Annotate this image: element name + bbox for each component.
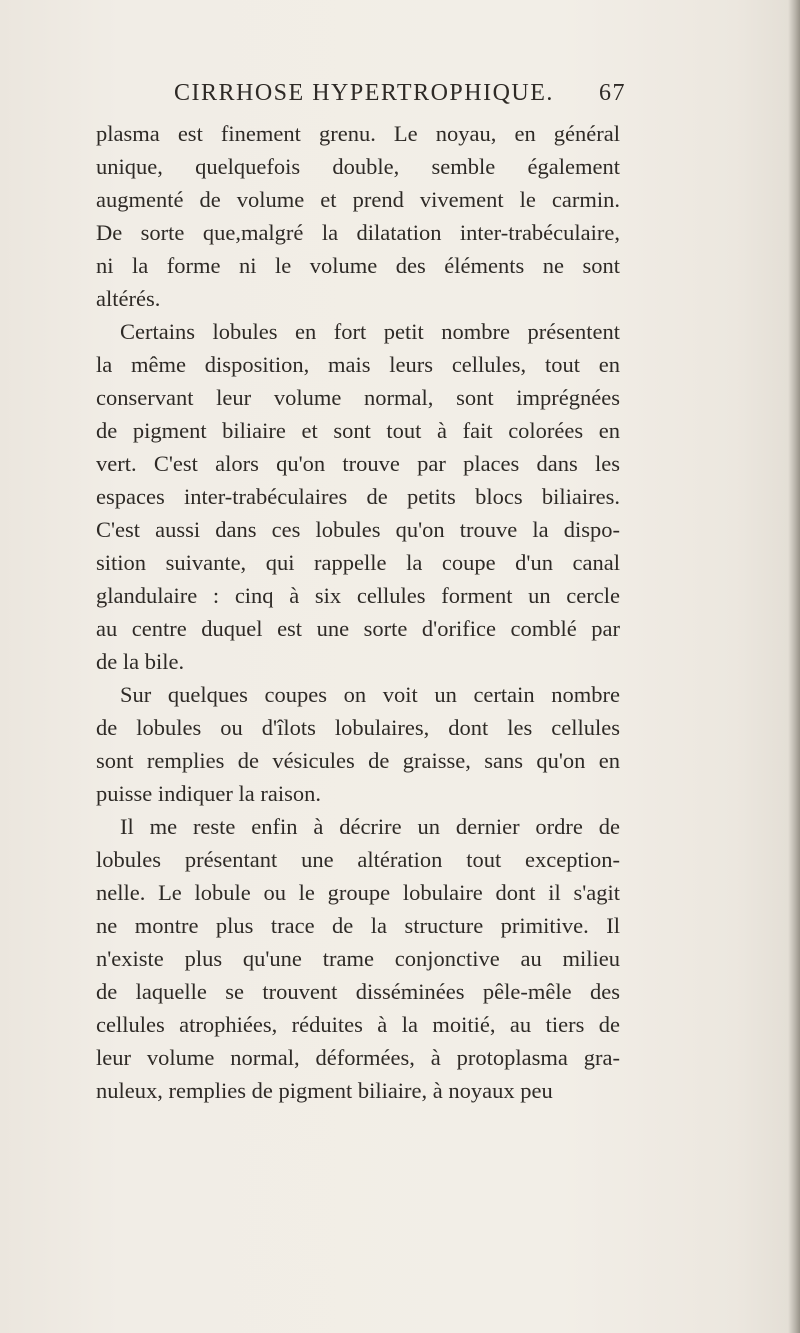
text-line: de laquelle se trouvent disséminées pêle-mêle des	[96, 979, 620, 1004]
text-line: plasma est finement grenu. Le noyau, en général	[96, 121, 620, 146]
text-line: leur volume normal, déformées, à protoplasma gra-	[96, 1045, 620, 1070]
page-number: 67	[599, 80, 626, 106]
text-line: ni la forme ni le volume des éléments ne sont	[96, 253, 620, 278]
text-line: cellules atrophiées, réduites à la moitié, au tiers de	[96, 1012, 620, 1037]
text-line: de lobules ou d'îlots lobulaires, dont les cellules	[96, 715, 620, 740]
text-line: conservant leur volume normal, sont imprégnées	[96, 385, 620, 410]
body-text	[96, 117, 620, 1107]
text-line: de la bile.	[96, 649, 185, 674]
page-header	[174, 80, 626, 116]
page-edge-shadow	[788, 0, 800, 1333]
text-line: sition suivante, qui rappelle la coupe d'un canal	[96, 550, 620, 575]
text-line: De sorte que,malgré la dilatation inter-trabéculaire,	[96, 220, 620, 245]
text-line: glandulaire : cinq à six cellules forment un cercle	[96, 583, 620, 608]
text-line: sont remplies de vésicules de graisse, sans qu'on en	[96, 748, 620, 773]
text-line: altérés.	[96, 286, 161, 311]
text-line: nuleux, remplies de pigment biliaire, à noyaux peu	[96, 1078, 553, 1103]
text-line: nelle. Le lobule ou le groupe lobulaire dont il s'agit	[96, 880, 620, 905]
text-line: augmenté de volume et prend vivement le carmin.	[96, 187, 620, 212]
text-line: au centre duquel est une sorte d'orifice comblé par	[96, 616, 620, 641]
text-line: C'est aussi dans ces lobules qu'on trouve la dispo-	[96, 517, 620, 542]
text-line: Certains lobules en fort petit nombre présentent	[120, 319, 620, 344]
text-line: unique, quelquefois double, semble également	[96, 154, 620, 179]
text-line: puisse indiquer la raison.	[96, 781, 321, 806]
text-line: ne montre plus trace de la structure primitive. Il	[96, 913, 620, 938]
text-line: lobules présentant une altération tout exception-	[96, 847, 620, 872]
text-line: la même disposition, mais leurs cellules, tout en	[96, 352, 620, 377]
text-line: vert. C'est alors qu'on trouve par places dans les	[96, 451, 620, 476]
text-line: espaces inter-trabéculaires de petits blocs biliaires.	[96, 484, 620, 509]
text-line: Sur quelques coupes on voit un certain nombre	[120, 682, 620, 707]
text-line: Il me reste enfin à décrire un dernier ordre de	[120, 814, 620, 839]
text-line: n'existe plus qu'une trame conjonctive au milieu	[96, 946, 620, 971]
running-title: CIRRHOSE HYPERTROPHIQUE.	[174, 80, 554, 106]
text-line: de pigment biliaire et sont tout à fait colorées en	[96, 418, 620, 443]
